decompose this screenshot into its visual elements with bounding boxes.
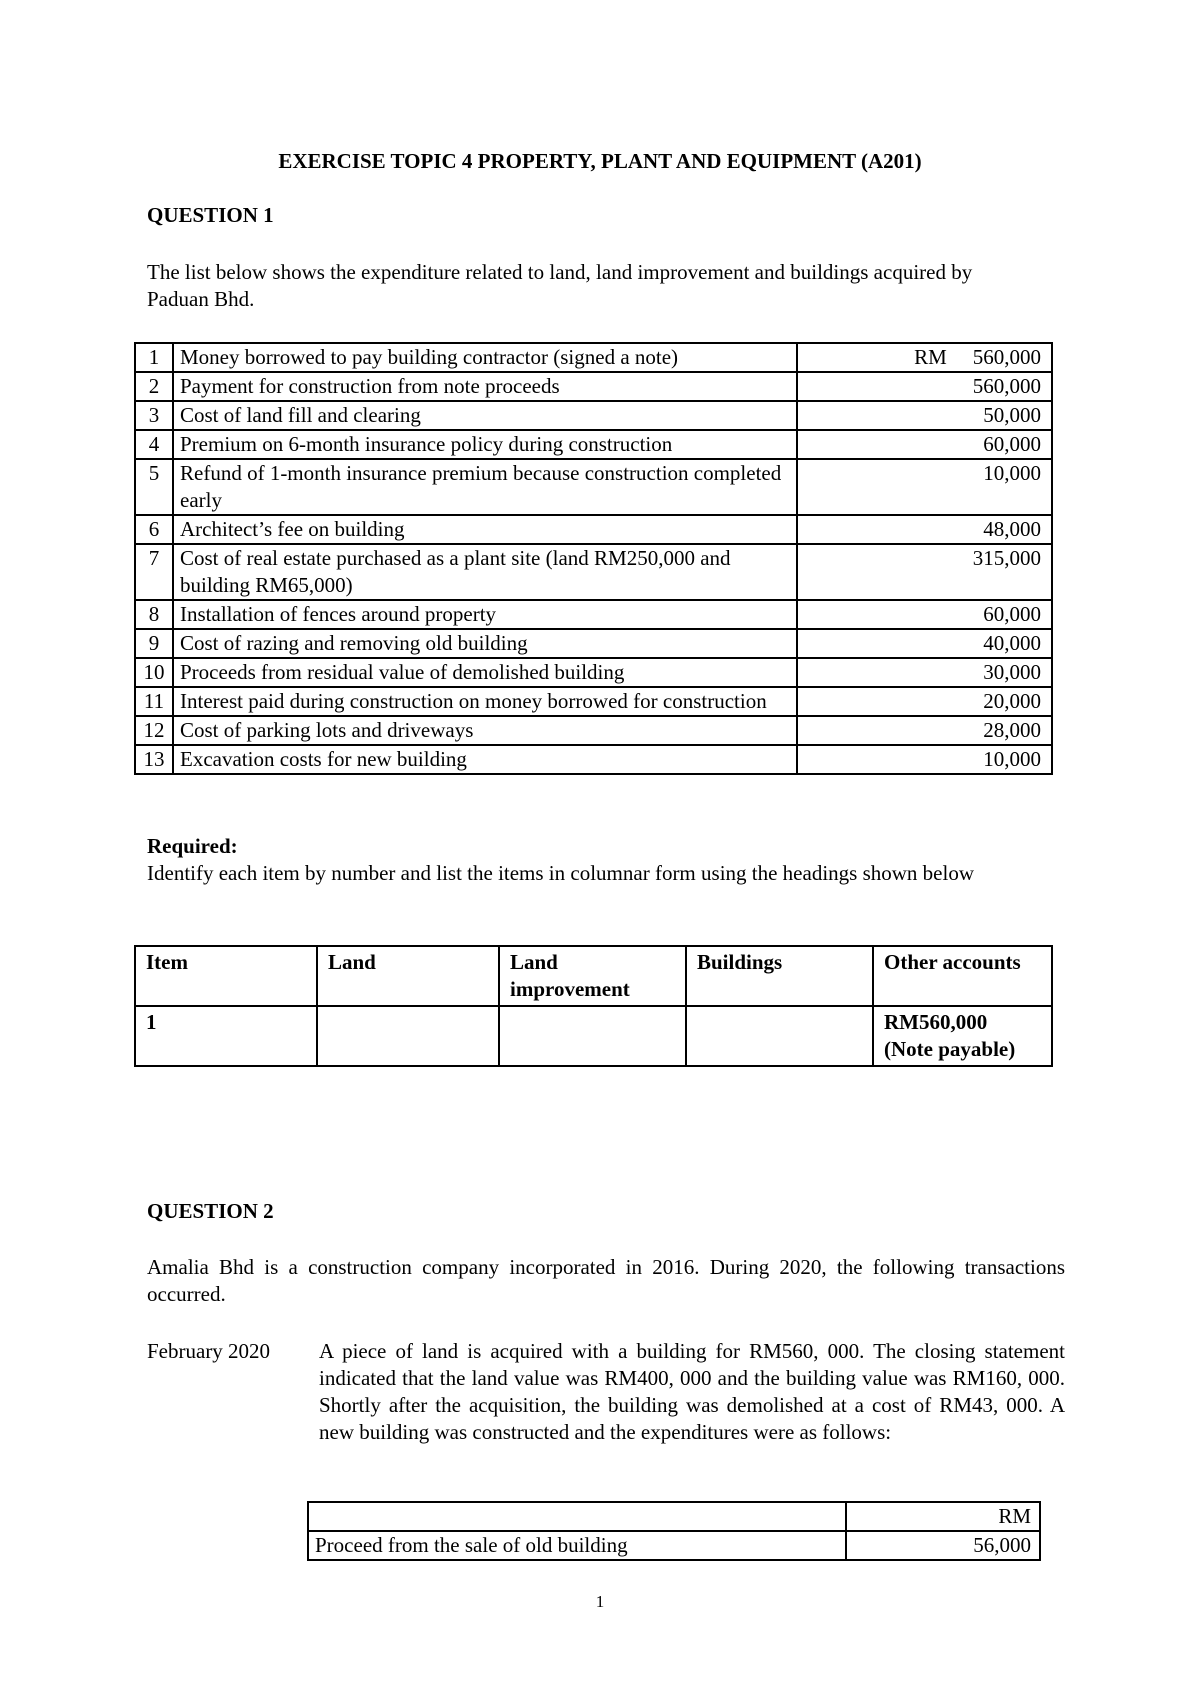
expenditure-row bbox=[135, 515, 1052, 544]
expenditure-row bbox=[135, 687, 1052, 716]
item-number: 4 bbox=[135, 430, 173, 459]
amount-value: 10,000 bbox=[983, 747, 1041, 771]
item-description: Excavation costs for new building bbox=[173, 745, 797, 774]
amount-value: 315,000 bbox=[972, 546, 1041, 570]
amount-value: 48,000 bbox=[983, 517, 1041, 541]
expenditure-row bbox=[135, 459, 1052, 515]
page-number: 1 bbox=[595, 1592, 605, 1611]
question-2-intro: Amalia Bhd is a construction company incorporated in 2016. During 2020, the following transactions occurred. bbox=[147, 1255, 1065, 1306]
item-number: 12 bbox=[135, 716, 173, 745]
amount-value: 50,000 bbox=[983, 403, 1041, 427]
headings-row bbox=[135, 946, 1052, 1006]
amount-value: 60,000 bbox=[983, 602, 1041, 626]
q2-header-desc bbox=[308, 1502, 846, 1531]
example-buildings bbox=[686, 1006, 873, 1066]
item-description: Proceeds from residual value of demolished building bbox=[173, 658, 797, 687]
item-amount bbox=[797, 401, 1052, 430]
q2-header-row bbox=[308, 1502, 1040, 1531]
amount-value: 560,000 bbox=[972, 345, 1041, 369]
expenditure-row bbox=[135, 745, 1052, 774]
item-description: Cost of real estate purchased as a plant site (land RM250,000 and building RM65,000) bbox=[173, 544, 797, 600]
item-number: 3 bbox=[135, 401, 173, 430]
required-text: Identify each item by number and list the items in columnar form using the headings shown below bbox=[147, 861, 974, 885]
heading-land-improvement: Land improvement bbox=[499, 946, 686, 1006]
currency-prefix: RM bbox=[914, 345, 947, 369]
heading-buildings: Buildings bbox=[686, 946, 873, 1006]
amount-value: 560,000 bbox=[972, 374, 1041, 398]
item-description: Interest paid during construction on money borrowed for construction bbox=[173, 687, 797, 716]
construction-expenditure-table bbox=[307, 1501, 1041, 1561]
amount-value: 20,000 bbox=[983, 689, 1041, 713]
heading-item: Item bbox=[135, 946, 317, 1006]
answer-headings-table bbox=[134, 945, 1053, 1067]
item-amount bbox=[797, 600, 1052, 629]
expenditure-row bbox=[135, 658, 1052, 687]
question-1-intro: The list below shows the expenditure related to land, land improvement and buildings acquired by Paduan Bhd. bbox=[147, 260, 973, 311]
q2-header-amount: RM bbox=[846, 1502, 1040, 1531]
item-number: 13 bbox=[135, 745, 173, 774]
item-number: 2 bbox=[135, 372, 173, 401]
item-number: 5 bbox=[135, 459, 173, 515]
expenditure-row bbox=[135, 600, 1052, 629]
item-amount bbox=[797, 459, 1052, 515]
item-amount bbox=[797, 372, 1052, 401]
document-title: EXERCISE TOPIC 4 PROPERTY, PLANT AND EQUIPMENT (A201) bbox=[278, 149, 922, 173]
q2-row-desc: Proceed from the sale of old building bbox=[308, 1531, 846, 1560]
item-description: Premium on 6-month insurance policy during construction bbox=[173, 430, 797, 459]
item-number: 1 bbox=[135, 343, 173, 372]
item-description: Cost of land fill and clearing bbox=[173, 401, 797, 430]
example-land-improvement bbox=[499, 1006, 686, 1066]
item-amount bbox=[797, 343, 1052, 372]
item-amount bbox=[797, 745, 1052, 774]
item-description: Installation of fences around property bbox=[173, 600, 797, 629]
item-description: Architect’s fee on building bbox=[173, 515, 797, 544]
expenditure-row bbox=[135, 629, 1052, 658]
example-item: 1 bbox=[135, 1006, 317, 1066]
item-number: 11 bbox=[135, 687, 173, 716]
heading-land: Land bbox=[317, 946, 499, 1006]
question-2-heading: QUESTION 2 bbox=[147, 1199, 274, 1223]
item-amount bbox=[797, 629, 1052, 658]
expenditure-row bbox=[135, 343, 1052, 372]
heading-other-accounts: Other accounts bbox=[873, 946, 1052, 1006]
expenditure-table bbox=[134, 342, 1053, 775]
item-number: 8 bbox=[135, 600, 173, 629]
example-other-note: (Note payable) bbox=[884, 1037, 1016, 1061]
example-other-accounts bbox=[873, 1006, 1052, 1066]
expenditure-row bbox=[135, 401, 1052, 430]
example-row bbox=[135, 1006, 1052, 1066]
item-amount bbox=[797, 716, 1052, 745]
item-description: Payment for construction from note proceeds bbox=[173, 372, 797, 401]
q2-row bbox=[308, 1531, 1040, 1560]
item-amount bbox=[797, 544, 1052, 600]
item-number: 6 bbox=[135, 515, 173, 544]
amount-value: 10,000 bbox=[983, 461, 1041, 485]
item-amount bbox=[797, 658, 1052, 687]
expenditure-row bbox=[135, 716, 1052, 745]
item-description: Cost of razing and removing old building bbox=[173, 629, 797, 658]
item-description: Cost of parking lots and driveways bbox=[173, 716, 797, 745]
item-number: 10 bbox=[135, 658, 173, 687]
item-description: Money borrowed to pay building contractor (signed a note) bbox=[173, 343, 797, 372]
item-amount bbox=[797, 687, 1052, 716]
required-label: Required: bbox=[147, 834, 238, 858]
q2-row-amount: 56,000 bbox=[846, 1531, 1040, 1560]
transaction-text: A piece of land is acquired with a building for RM560, 000. The closing statement indicated that the land value was RM400, 000 and the building value was RM160, 000. Shortly after the acquisition, the building was demolished at a cost of RM43, 000. A new building was constructed and the expenditures were as follows: bbox=[319, 1339, 1065, 1444]
item-amount bbox=[797, 515, 1052, 544]
amount-value: 40,000 bbox=[983, 631, 1041, 655]
amount-value: 28,000 bbox=[983, 718, 1041, 742]
item-description: Refund of 1-month insurance premium because construction completed early bbox=[173, 459, 797, 515]
amount-value: 60,000 bbox=[983, 432, 1041, 456]
example-land bbox=[317, 1006, 499, 1066]
question-1-heading: QUESTION 1 bbox=[147, 203, 274, 227]
transaction-date: February 2020 bbox=[147, 1339, 271, 1363]
item-number: 9 bbox=[135, 629, 173, 658]
expenditure-row bbox=[135, 372, 1052, 401]
example-other-amount: RM560,000 bbox=[884, 1010, 988, 1034]
expenditure-row bbox=[135, 544, 1052, 600]
item-amount bbox=[797, 430, 1052, 459]
expenditure-row bbox=[135, 430, 1052, 459]
item-number: 7 bbox=[135, 544, 173, 600]
amount-value: 30,000 bbox=[983, 660, 1041, 684]
